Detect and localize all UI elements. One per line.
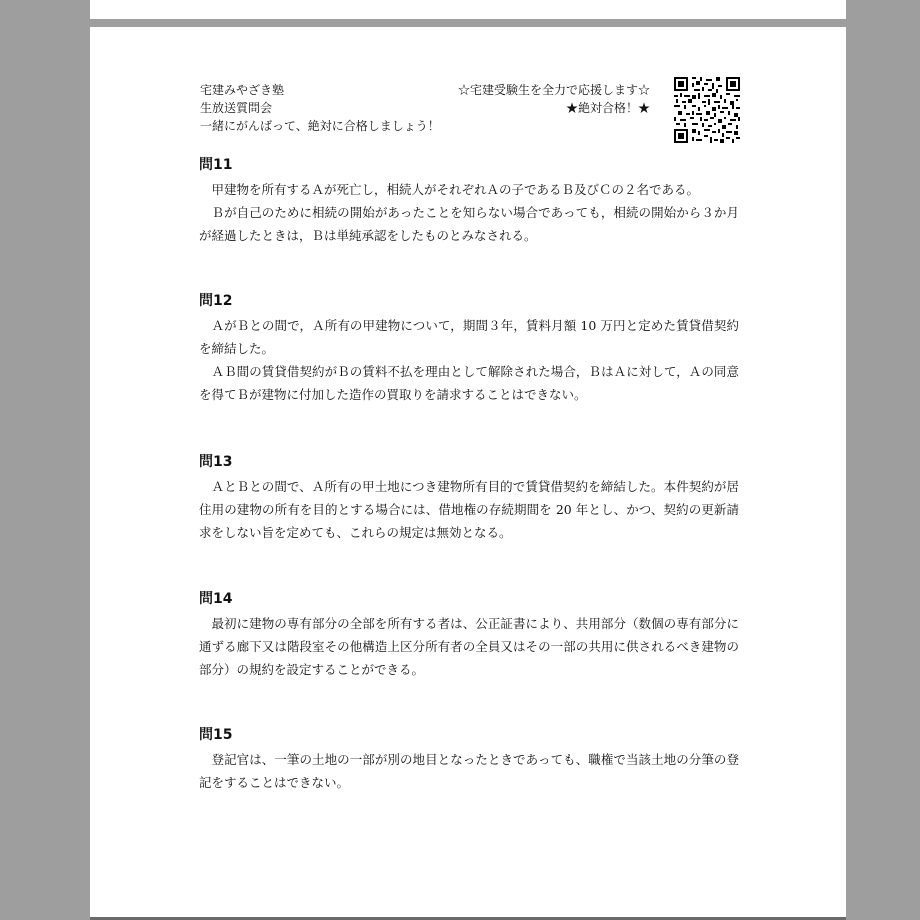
header-right — [420, 81, 650, 117]
header-left — [200, 81, 440, 135]
question-text: ＡがＢとの間で，Ａ所有の甲建物について，期間３年，賃料月額 10 万円と定めた賃貸借契約を締結した。 — [199, 318, 739, 356]
question-15 — [199, 726, 739, 794]
tagline: 一緒にがんばって、絶対に合格しましょう！ — [200, 119, 440, 133]
question-title: 問14 — [199, 591, 233, 607]
question-title: 問15 — [199, 727, 233, 743]
question-11 — [199, 156, 739, 247]
question-14 — [199, 590, 739, 681]
qr-code-icon — [674, 77, 740, 143]
question-13 — [199, 453, 739, 544]
question-text: 甲建物を所有するＡが死亡し，相続人がそれぞれＡの子であるＢ及びＣの２名である。 — [211, 182, 700, 197]
question-title: 問11 — [199, 157, 233, 173]
broadcast-title: 生放送質問会 — [200, 101, 273, 115]
question-text: 登記官は、一筆の土地の一部が別の地目となったときであっても、職権で当該土地の分筆の登記をすることはできない。 — [199, 752, 739, 790]
pass-message: ★絶対合格！★ — [565, 101, 650, 115]
question-title: 問13 — [199, 454, 233, 470]
previous-page-edge — [90, 0, 846, 19]
question-text: ＡとＢとの間で、Ａ所有の甲土地につき建物所有目的で賃貸借契約を締結した。本件契約が居住用の建物の所有を目的とする場合には、借地権の存続期間を 20 年とし、かつ、契約の更新請求をしない旨を定めても、これらの規定は無効となる。 — [199, 479, 739, 540]
question-title: 問12 — [199, 293, 233, 309]
school-name: 宅建みやざき塾 — [200, 83, 285, 97]
document-page — [90, 27, 846, 920]
question-12 — [199, 292, 739, 406]
question-text: 最初に建物の専有部分の全部を所有する者は、公正証書により、共用部分（数個の専有部分に通ずる廊下又は階段室その他構造上区分所有者の全員又はその一部の共用に供されるべき建物の部分）の規約を設定することができる。 — [199, 616, 739, 677]
support-message: ☆宅建受験生を全力で応援します☆ — [457, 83, 650, 97]
question-text: Ｂが自己のために相続の開始があったことを知らない場合であっても，相続の開始から３か月が経過したときは，Ｂは単純承認をしたものとみなされる。 — [199, 205, 739, 243]
question-text: ＡＢ間の賃貸借契約がＢの賃料不払を理由として解除された場合，ＢはＡに対して，Ａの同意を得てＢが建物に付加した造作の買取りを請求することはできない。 — [199, 364, 739, 402]
